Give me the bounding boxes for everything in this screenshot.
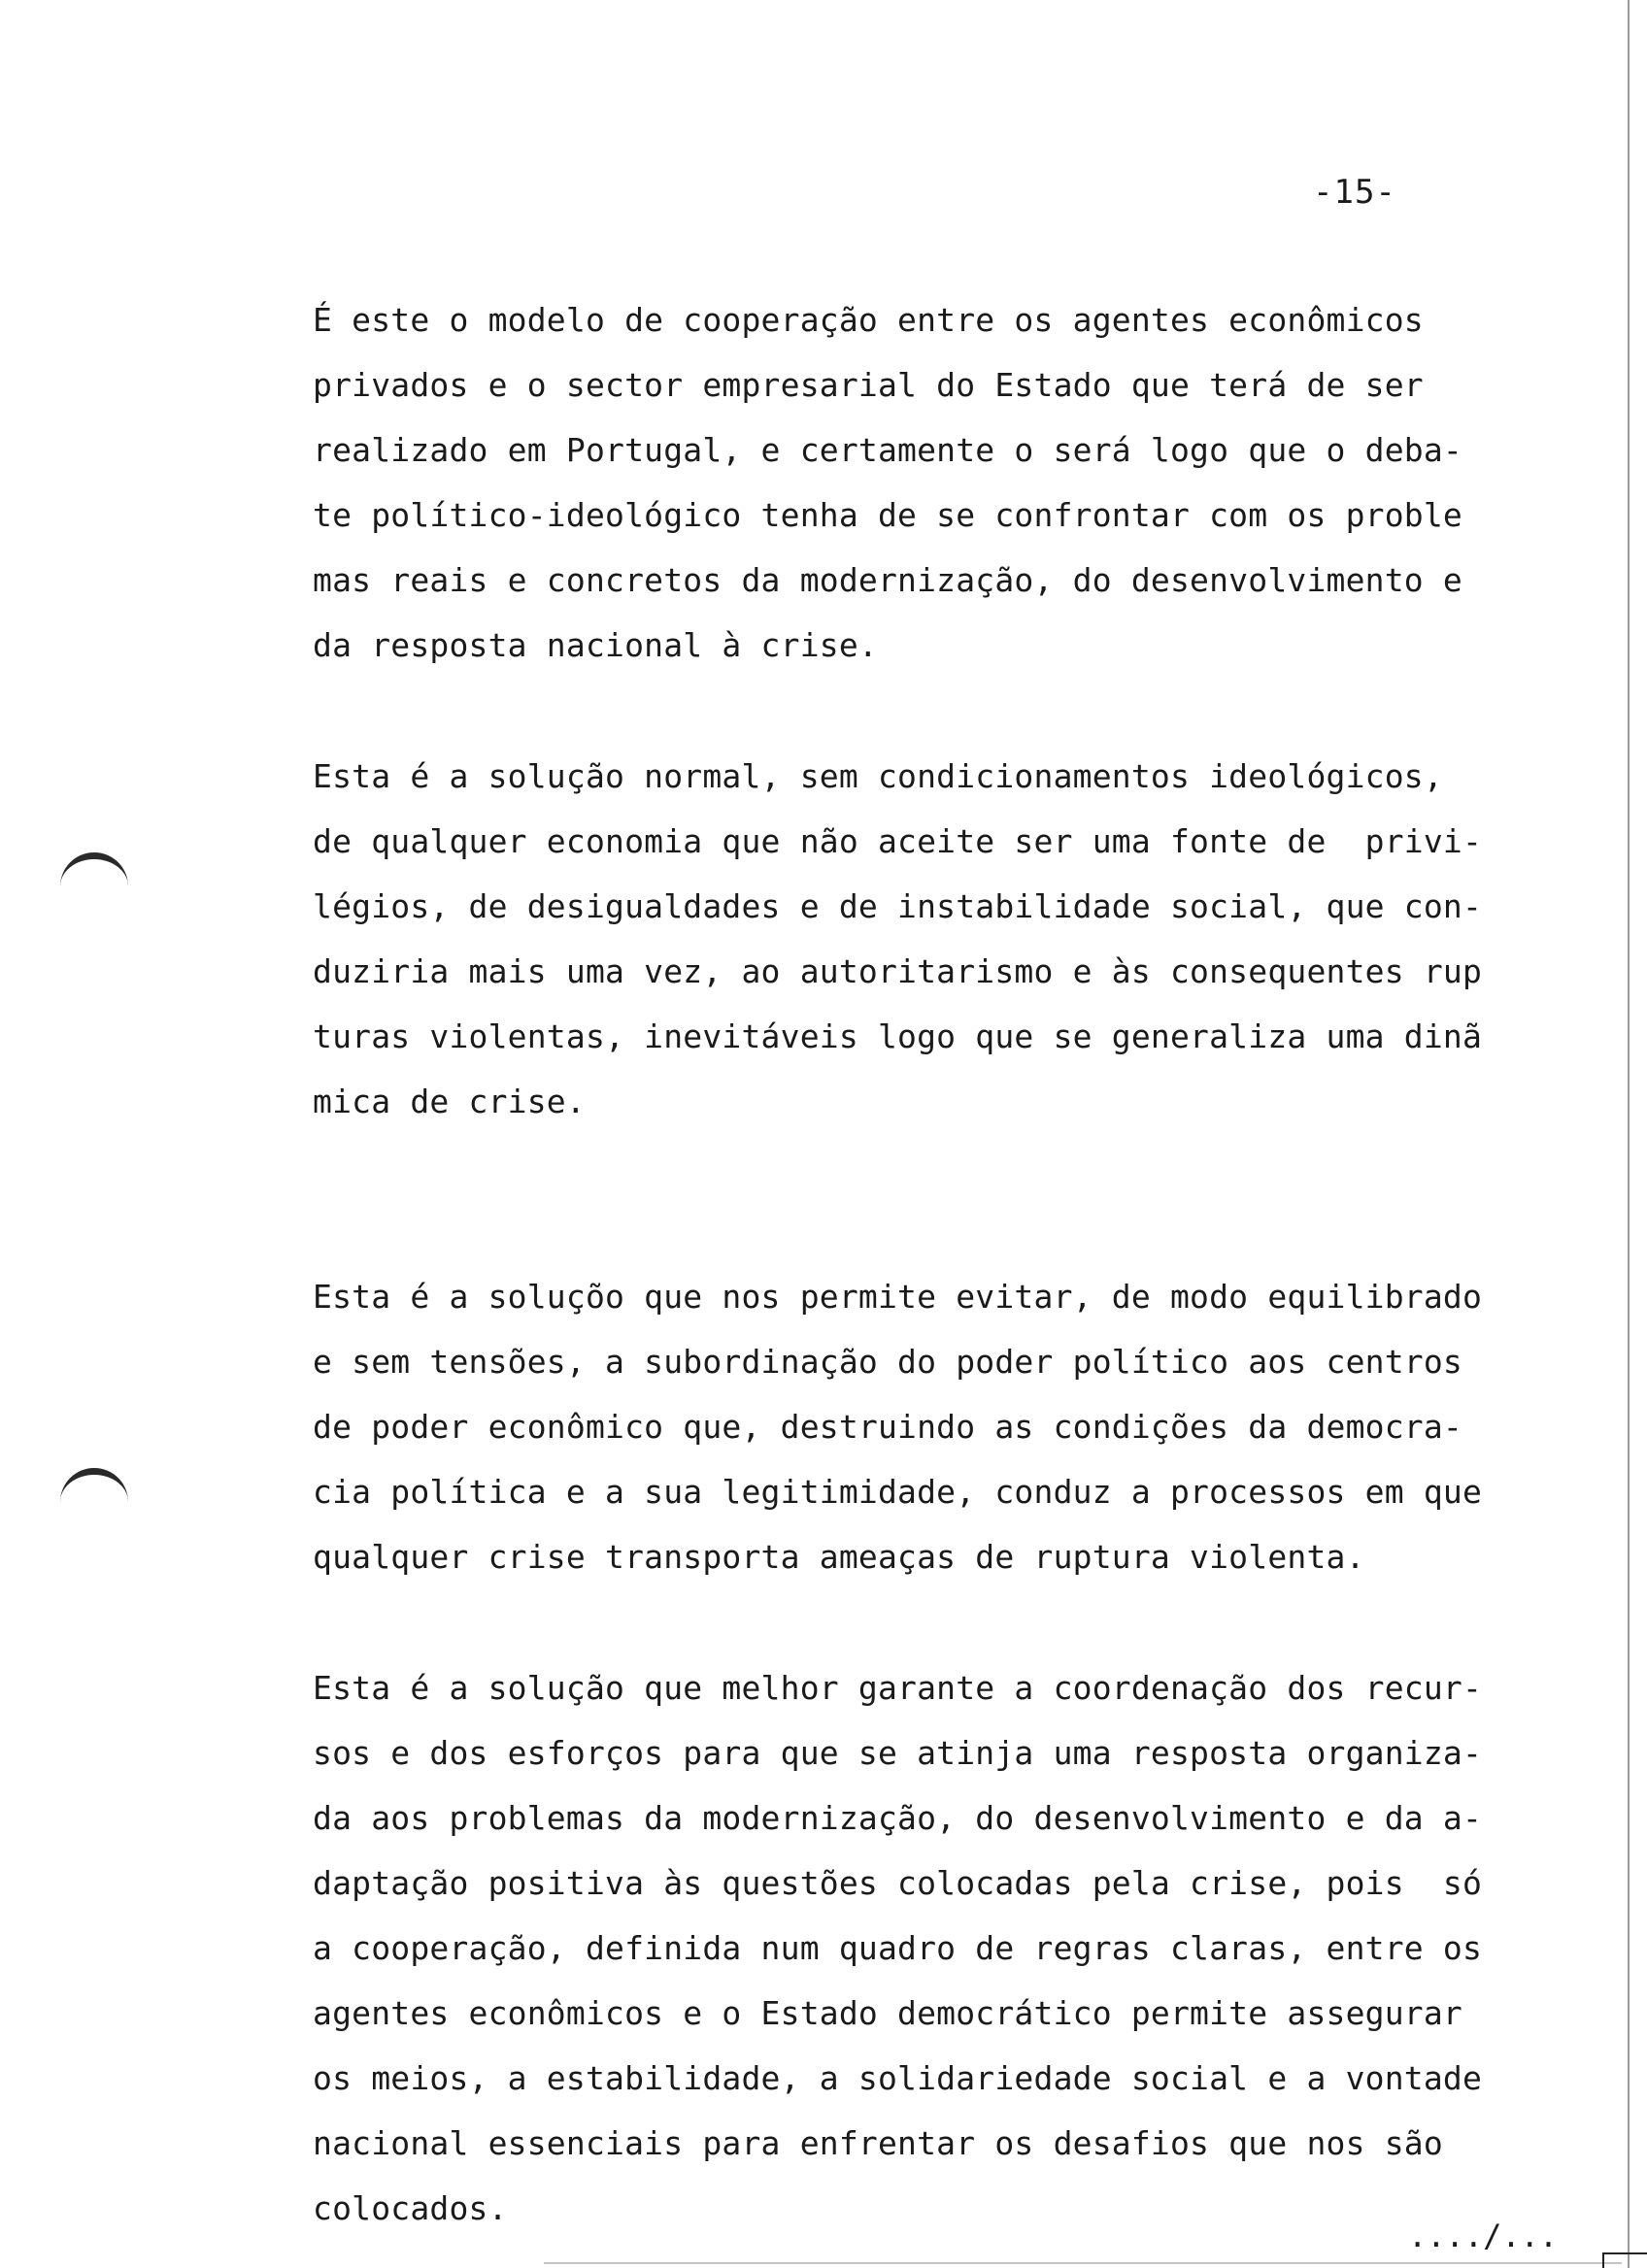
text-line: mica de crise. — [313, 1083, 586, 1120]
text-line: agentes econômicos e o Estado democrático permite assegurar — [313, 1994, 1462, 2032]
text-line: légios, de desigualdades e de instabilidade social, que con- — [313, 887, 1483, 925]
text-line: e sem tensões, a subordinação do poder político aos centros — [313, 1343, 1462, 1381]
text-line: da aos problemas da modernização, do desenvolvimento e da a- — [313, 1799, 1483, 1837]
text-line: a cooperação, definida num quadro de regras claras, entre os — [313, 1929, 1483, 1967]
text-line: duziria mais uma vez, ao autoritarismo e às consequentes rup — [313, 952, 1483, 990]
text-line: da resposta nacional à crise. — [313, 626, 878, 664]
text-line: Esta é a solução que melhor garante a coordenação dos recur- — [313, 1669, 1483, 1707]
text-line: colocados. — [313, 2189, 508, 2227]
paragraph-3 — [313, 1264, 1482, 1589]
corner-mark — [1602, 2252, 1647, 2268]
punch-hole-mark — [60, 852, 128, 894]
text-line: privados e o sector empresarial do Estado que terá de ser — [313, 366, 1424, 404]
text-line: cia política e a sua legitimidade, conduz a processos em que — [313, 1473, 1483, 1511]
text-line: mas reais e concretos da modernização, do desenvolvimento e — [313, 561, 1462, 599]
text-line: É este o modelo de cooperação entre os agentes econômicos — [313, 301, 1424, 339]
text-line: daptação positiva às questões colocadas pela crise, pois só — [313, 1864, 1483, 1902]
text-line: de poder econômico que, destruindo as condições da democra- — [313, 1408, 1462, 1446]
page-edge-line — [1628, 0, 1630, 2268]
paragraph-1 — [313, 287, 1462, 678]
text-line: de qualquer economia que não aceite ser uma fonte de privi- — [313, 822, 1483, 860]
paragraph-4 — [313, 1655, 1482, 2241]
bottom-rule — [544, 2262, 1622, 2264]
text-line: qualquer crise transporta ameaças de ruptura violenta. — [313, 1538, 1365, 1576]
paragraph-2 — [313, 744, 1482, 1134]
punch-hole-mark — [60, 1468, 128, 1510]
text-line: Esta é a solução normal, sem condicionamentos ideológicos, — [313, 757, 1443, 795]
text-line: turas violentas, inevitáveis logo que se generaliza uma dinã — [313, 1017, 1483, 1055]
continuation-marker: ..../... — [1408, 2218, 1559, 2254]
text-line: Esta é a soluçõo que nos permite evitar, de modo equilibrado — [313, 1278, 1483, 1316]
text-line: realizado em Portugal, e certamente o será logo que o deba- — [313, 431, 1462, 469]
text-line: nacional essenciais para enfrentar os desafios que nos são — [313, 2124, 1443, 2162]
page-number: -15- — [1313, 173, 1396, 212]
text-line: sos e dos esforços para que se atinja uma resposta organiza- — [313, 1734, 1483, 1772]
text-line: os meios, a estabilidade, a solidariedade social e a vontade — [313, 2059, 1483, 2097]
text-line: te político-ideológico tenha de se confrontar com os proble — [313, 496, 1462, 534]
